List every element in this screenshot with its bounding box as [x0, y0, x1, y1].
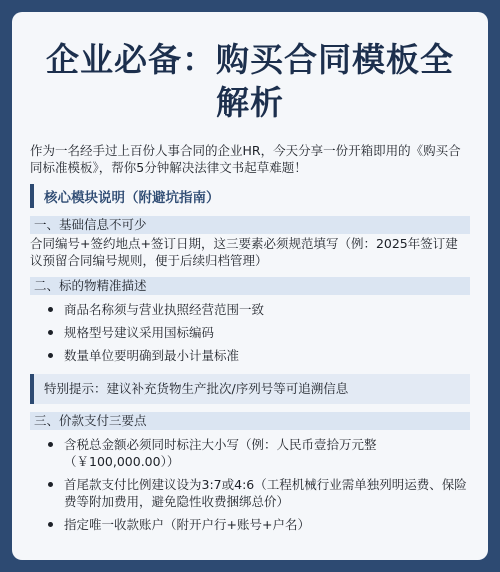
subsection-heading-basic-info: 一、基础信息不可少	[30, 216, 470, 234]
list-item: 首尾款支付比例建议设为3:7或4:6（工程机械行业需单独列明运费、保险费等附加费用，避免隐性收费捆绑总价）	[46, 476, 470, 510]
list-item: 商品名称须与营业执照经营范围一致	[46, 301, 470, 318]
document-card	[12, 12, 488, 560]
list-item: 含税总金额必须同时标注大小写（例：人民币壹拾万元整（￥100,000.00））	[46, 436, 470, 470]
tip-callout: 特别提示：建议补充货物生产批次/序列号等可追溯信息	[30, 374, 470, 404]
section-heading: 核心模块说明（附避坑指南）	[30, 184, 470, 208]
intro-paragraph: 作为一名经手过上百份人事合同的企业HR，今天分享一份开箱即用的《购买合同标准模板》，帮你5分钟解决法律文书起草难题！	[30, 143, 461, 175]
payment-list	[30, 436, 470, 533]
subject-matter-list	[30, 301, 470, 364]
subsection-heading-payment: 三、价款支付三要点	[30, 412, 470, 430]
subsection-heading-subject-matter: 二、标的物精准描述	[30, 277, 470, 295]
list-item: 指定唯一收款账户（附开户行+账号+户名）	[46, 516, 470, 533]
list-item: 规格型号建议采用国标编码	[46, 324, 470, 341]
basic-info-text: 合同编号+签约地点+签订日期，这三要素必须规范填写（例：2025年签订建议预留合同编号规则，便于后续归档管理）	[30, 236, 458, 268]
list-item: 数量单位要明确到最小计量标准	[46, 347, 470, 364]
page-title: 企业必备：购买合同模板全解析	[46, 40, 454, 122]
